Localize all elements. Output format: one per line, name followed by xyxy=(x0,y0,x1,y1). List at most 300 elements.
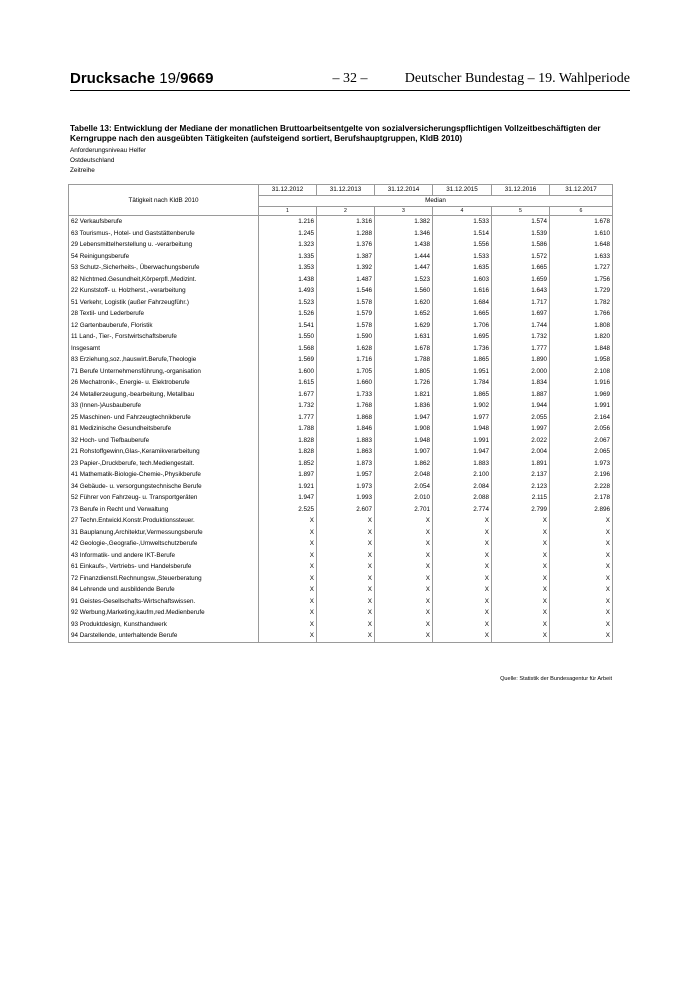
row-activity: 27 Techn.Entwickl.Konstr.Produktionssteuer. xyxy=(69,515,259,527)
median-value-cell: X xyxy=(375,527,433,539)
median-value-cell: X xyxy=(433,561,492,573)
median-value-cell: X xyxy=(375,515,433,527)
median-value-cell: 2.896 xyxy=(550,504,613,516)
median-value-cell: 1.569 xyxy=(259,354,317,366)
table-row xyxy=(69,458,613,470)
median-value-cell: 1.997 xyxy=(492,423,550,435)
median-value-cell: X xyxy=(433,630,492,642)
median-value-cell: X xyxy=(550,607,613,619)
median-value-cell: 2.056 xyxy=(550,423,613,435)
median-value-cell: 2.123 xyxy=(492,481,550,493)
row-activity: 71 Berufe Unternehmensführung,-organisation xyxy=(69,366,259,378)
median-value-cell: 1.288 xyxy=(317,228,375,240)
median-value-cell: 1.788 xyxy=(259,423,317,435)
median-value-cell: 1.353 xyxy=(259,262,317,274)
median-value-cell: X xyxy=(550,584,613,596)
median-value-cell: X xyxy=(317,515,375,527)
table-row xyxy=(69,308,613,320)
median-value-cell: 1.716 xyxy=(317,354,375,366)
median-value-cell: X xyxy=(375,561,433,573)
median-value-cell: X xyxy=(259,596,317,608)
median-value-cell: X xyxy=(259,573,317,585)
median-value-cell: X xyxy=(259,584,317,596)
median-value-cell: 1.579 xyxy=(317,308,375,320)
table-row xyxy=(69,596,613,608)
row-activity: 54 Reinigungsberufe xyxy=(69,251,259,263)
page-number: – 32 – xyxy=(332,71,368,86)
median-value-cell: 1.782 xyxy=(550,297,613,309)
row-activity: 23 Papier-,Druckberufe, tech.Mediengestalt. xyxy=(69,458,259,470)
median-value-cell: 1.907 xyxy=(375,446,433,458)
table-row xyxy=(69,216,613,228)
median-value-cell: 2.774 xyxy=(433,504,492,516)
table-meta-type: Zeitreihe xyxy=(70,166,95,174)
table-row xyxy=(69,320,613,332)
median-value-cell: 2.067 xyxy=(550,435,613,447)
median-value-cell: 1.951 xyxy=(433,366,492,378)
row-activity: 81 Medizinische Gesundheitsberufe xyxy=(69,423,259,435)
median-value-cell: 1.695 xyxy=(433,331,492,343)
source-note: Quelle: Statistik der Bundesagentur für Arbeit xyxy=(500,676,612,682)
median-value-cell: X xyxy=(550,550,613,562)
row-activity: 24 Metallerzeugung,-bearbeitung, Metallbau xyxy=(69,389,259,401)
median-value-cell: 1.643 xyxy=(492,285,550,297)
median-value-cell: X xyxy=(259,561,317,573)
row-activity: 12 Gartenbauberufe, Floristik xyxy=(69,320,259,332)
row-activity: 72 Finanzdienstl.Rechnungsw.,Steuerberatung xyxy=(69,573,259,585)
median-value-cell: X xyxy=(375,538,433,550)
median-value-cell: X xyxy=(492,527,550,539)
row-activity: 28 Textil- und Lederberufe xyxy=(69,308,259,320)
median-value-cell: 1.808 xyxy=(550,320,613,332)
median-value-cell: 1.560 xyxy=(375,285,433,297)
median-value-cell: 1.568 xyxy=(259,343,317,355)
column-header-date: 31.12.2012 xyxy=(259,185,317,196)
median-value-cell: X xyxy=(317,573,375,585)
median-value-cell: 1.323 xyxy=(259,239,317,251)
median-value-cell: X xyxy=(492,630,550,642)
median-value-cell: X xyxy=(317,550,375,562)
table-row xyxy=(69,584,613,596)
median-value-cell: 1.993 xyxy=(317,492,375,504)
table-row xyxy=(69,412,613,424)
median-value-cell: 1.633 xyxy=(550,251,613,263)
table-row xyxy=(69,630,613,642)
row-activity: 82 Nichtmed.Gesundheit,Körperpfl.,Medizint. xyxy=(69,274,259,286)
median-value-cell: 1.216 xyxy=(259,216,317,228)
table-row xyxy=(69,285,613,297)
table-row xyxy=(69,469,613,481)
median-value-cell: X xyxy=(317,607,375,619)
median-value-cell: 1.902 xyxy=(433,400,492,412)
median-value-cell: 1.784 xyxy=(433,377,492,389)
median-value-cell: X xyxy=(259,550,317,562)
median-value-cell: 1.897 xyxy=(259,469,317,481)
median-value-cell: 1.736 xyxy=(433,343,492,355)
median-value-cell: 1.678 xyxy=(375,343,433,355)
median-value-cell: X xyxy=(259,619,317,631)
row-activity: 31 Bauplanung,Architektur,Vermessungsberufe xyxy=(69,527,259,539)
median-value-cell: 2.004 xyxy=(492,446,550,458)
median-value-cell: 1.346 xyxy=(375,228,433,240)
row-activity: 94 Darstellende, unterhaltende Berufe xyxy=(69,630,259,642)
median-value-cell: 1.546 xyxy=(317,285,375,297)
table-row xyxy=(69,366,613,378)
table-row xyxy=(69,619,613,631)
median-value-cell: 1.887 xyxy=(492,389,550,401)
median-value-cell: 1.578 xyxy=(317,320,375,332)
median-value-cell: 1.834 xyxy=(492,377,550,389)
median-value-cell: X xyxy=(492,538,550,550)
table-row xyxy=(69,538,613,550)
median-value-cell: 1.948 xyxy=(375,435,433,447)
column-header-date: 31.12.2014 xyxy=(375,185,433,196)
row-activity: 83 Erziehung,soz.,hauswirt.Berufe,Theologie xyxy=(69,354,259,366)
median-value-cell: 2.048 xyxy=(375,469,433,481)
row-activity: 21 Rohstoffgewinn,Glas-,Keramikverarbeitung xyxy=(69,446,259,458)
median-value-cell: 1.541 xyxy=(259,320,317,332)
row-activity: 93 Produktdesign, Kunsthandwerk xyxy=(69,619,259,631)
row-activity: 62 Verkaufsberufe xyxy=(69,216,259,228)
row-activity: 61 Einkaufs-, Vertriebs- und Handelsberufe xyxy=(69,561,259,573)
median-value-cell: 1.957 xyxy=(317,469,375,481)
table-row xyxy=(69,504,613,516)
median-value-cell: 1.828 xyxy=(259,435,317,447)
median-value-cell: 2.022 xyxy=(492,435,550,447)
median-value-cell: X xyxy=(550,596,613,608)
column-header-date: 31.12.2013 xyxy=(317,185,375,196)
column-index: 5 xyxy=(492,207,550,216)
median-value-cell: X xyxy=(433,550,492,562)
median-value-cell: 1.678 xyxy=(550,216,613,228)
median-value-cell: 2.228 xyxy=(550,481,613,493)
median-value-cell: 1.523 xyxy=(259,297,317,309)
median-value-cell: 1.717 xyxy=(492,297,550,309)
column-index: 1 xyxy=(259,207,317,216)
median-value-cell: 1.865 xyxy=(433,354,492,366)
median-value-cell: 1.846 xyxy=(317,423,375,435)
median-value-cell: 1.948 xyxy=(433,423,492,435)
column-index: 4 xyxy=(433,207,492,216)
median-value-cell: 1.821 xyxy=(375,389,433,401)
column-header-date: 31.12.2016 xyxy=(492,185,550,196)
median-value-cell: X xyxy=(433,538,492,550)
median-value-cell: 1.768 xyxy=(317,400,375,412)
table-row xyxy=(69,561,613,573)
median-value-cell: 2.701 xyxy=(375,504,433,516)
median-value-cell: X xyxy=(259,607,317,619)
row-activity: 22 Kunststoff- u. Holzherst.,-verarbeitung xyxy=(69,285,259,297)
median-value-cell: X xyxy=(492,515,550,527)
median-value-cell: X xyxy=(492,561,550,573)
row-activity: Insgesamt xyxy=(69,343,259,355)
median-value-cell: X xyxy=(550,630,613,642)
median-value-cell: X xyxy=(375,607,433,619)
median-value-cell: 1.777 xyxy=(259,412,317,424)
median-value-cell: X xyxy=(259,630,317,642)
median-value-cell: 1.447 xyxy=(375,262,433,274)
median-value-cell: X xyxy=(375,619,433,631)
median-value-cell: X xyxy=(317,561,375,573)
median-value-cell: 2.164 xyxy=(550,412,613,424)
median-value-cell: X xyxy=(550,515,613,527)
median-value-cell: 1.873 xyxy=(317,458,375,470)
median-value-cell: 1.652 xyxy=(375,308,433,320)
median-value-cell: 1.382 xyxy=(375,216,433,228)
median-value-cell: 1.868 xyxy=(317,412,375,424)
median-value-cell: 1.487 xyxy=(317,274,375,286)
median-value-cell: X xyxy=(317,630,375,642)
median-value-cell: 1.991 xyxy=(550,400,613,412)
column-header-date: 31.12.2015 xyxy=(433,185,492,196)
median-value-cell: X xyxy=(317,619,375,631)
table-row xyxy=(69,331,613,343)
median-value-cell: 2.178 xyxy=(550,492,613,504)
column-index: 2 xyxy=(317,207,375,216)
median-value-cell: 1.615 xyxy=(259,377,317,389)
median-value-cell: X xyxy=(433,596,492,608)
median-value-cell: 1.616 xyxy=(433,285,492,297)
median-value-cell: 1.732 xyxy=(259,400,317,412)
row-activity: 84 Lehrende und ausbildende Berufe xyxy=(69,584,259,596)
table-row xyxy=(69,354,613,366)
median-value-cell: X xyxy=(433,607,492,619)
table-row xyxy=(69,481,613,493)
median-value-cell: 1.973 xyxy=(550,458,613,470)
median-value-cell: 1.848 xyxy=(550,343,613,355)
median-value-cell: 2.115 xyxy=(492,492,550,504)
median-value-cell: 1.697 xyxy=(492,308,550,320)
table-meta-level: Anforderungsniveau Helfer xyxy=(70,147,147,155)
median-value-cell: X xyxy=(492,584,550,596)
row-activity: 43 Informatik- und andere IKT-Berufe xyxy=(69,550,259,562)
table-header xyxy=(69,185,613,216)
median-value-cell: 1.578 xyxy=(317,297,375,309)
median-value-cell: 1.756 xyxy=(550,274,613,286)
median-value-cell: 1.387 xyxy=(317,251,375,263)
median-value-cell: 1.991 xyxy=(433,435,492,447)
median-value-cell: 1.947 xyxy=(259,492,317,504)
median-value-cell: 1.600 xyxy=(259,366,317,378)
median-value-cell: 1.316 xyxy=(317,216,375,228)
median-value-cell: X xyxy=(375,550,433,562)
median-value-cell: 1.958 xyxy=(550,354,613,366)
median-value-cell: X xyxy=(317,596,375,608)
median-value-cell: 1.916 xyxy=(550,377,613,389)
median-value-cell: 1.665 xyxy=(433,308,492,320)
median-value-cell: 1.574 xyxy=(492,216,550,228)
row-activity: 92 Werbung,Marketing,kaufm,red.Medienberufe xyxy=(69,607,259,619)
table-title: Tabelle 13: Entwicklung der Mediane der monatlichen Bruttoarbeitsentgelte von sozialversicherungspflichtigen Vollzeitbeschäftigten der Kerngruppe nach den ausgeübten Tätigkeiten (aufsteigend sortiert, Berufshauptgruppen, KldB 2010) xyxy=(70,124,601,144)
table-row xyxy=(69,550,613,562)
median-value-cell: 1.648 xyxy=(550,239,613,251)
median-value-cell: X xyxy=(550,561,613,573)
table-row xyxy=(69,573,613,585)
median-value-cell: 1.777 xyxy=(492,343,550,355)
table-row xyxy=(69,389,613,401)
table-row xyxy=(69,423,613,435)
median-value-cell: 1.392 xyxy=(317,262,375,274)
median-table xyxy=(68,184,613,643)
row-activity: 32 Hoch- und Tiefbauberufe xyxy=(69,435,259,447)
table-row xyxy=(69,251,613,263)
median-value-cell: X xyxy=(433,619,492,631)
median-value-cell: 1.526 xyxy=(259,308,317,320)
median-value-cell: 1.665 xyxy=(492,262,550,274)
table-caption xyxy=(70,124,630,175)
median-value-cell: 1.438 xyxy=(375,239,433,251)
row-activity: 52 Führer von Fahrzeug- u. Transportgeräten xyxy=(69,492,259,504)
median-value-cell: 1.533 xyxy=(433,216,492,228)
median-value-cell: 1.947 xyxy=(375,412,433,424)
table-row xyxy=(69,239,613,251)
median-value-cell: 1.828 xyxy=(259,446,317,458)
median-value-cell: 1.550 xyxy=(259,331,317,343)
median-value-cell: 2.607 xyxy=(317,504,375,516)
row-activity: 53 Schutz-,Sicherheits-, Überwachungsberufe xyxy=(69,262,259,274)
document-number-prefix: 19/ xyxy=(159,70,181,87)
column-header-median: Median xyxy=(259,196,613,207)
median-value-cell: X xyxy=(259,538,317,550)
median-value-cell: 1.523 xyxy=(375,274,433,286)
median-value-cell: X xyxy=(550,527,613,539)
median-value-cell: X xyxy=(550,573,613,585)
median-value-cell: X xyxy=(492,596,550,608)
median-value-cell: X xyxy=(550,538,613,550)
median-value-cell: 1.586 xyxy=(492,239,550,251)
median-value-cell: X xyxy=(492,550,550,562)
median-value-cell: 1.921 xyxy=(259,481,317,493)
median-value-cell: X xyxy=(317,527,375,539)
median-value-cell: 1.883 xyxy=(433,458,492,470)
median-value-cell: 1.706 xyxy=(433,320,492,332)
median-value-cell: X xyxy=(492,607,550,619)
median-value-cell: 2.137 xyxy=(492,469,550,481)
table-row xyxy=(69,274,613,286)
table-row xyxy=(69,492,613,504)
median-value-cell: 2.065 xyxy=(550,446,613,458)
median-value-cell: 1.572 xyxy=(492,251,550,263)
median-value-cell: 1.610 xyxy=(550,228,613,240)
table-row xyxy=(69,262,613,274)
median-value-cell: 1.631 xyxy=(375,331,433,343)
median-value-cell: 2.799 xyxy=(492,504,550,516)
median-value-cell: 1.376 xyxy=(317,239,375,251)
median-value-cell: 1.788 xyxy=(375,354,433,366)
header-rule xyxy=(70,90,630,91)
row-activity: 26 Mechatronik-, Energie- u. Elektroberufe xyxy=(69,377,259,389)
median-value-cell: 1.493 xyxy=(259,285,317,297)
row-activity: 29 Lebensmittelherstellung u. -verarbeitung xyxy=(69,239,259,251)
median-value-cell: 1.245 xyxy=(259,228,317,240)
median-value-cell: 1.836 xyxy=(375,400,433,412)
row-activity: 34 Gebäude- u. versorgungstechnische Berufe xyxy=(69,481,259,493)
median-value-cell: 1.635 xyxy=(433,262,492,274)
median-value-cell: 1.628 xyxy=(317,343,375,355)
median-value-cell: 1.852 xyxy=(259,458,317,470)
median-value-cell: 1.805 xyxy=(375,366,433,378)
row-activity: 41 Mathematik-Biologie-Chemie-,Physikberufe xyxy=(69,469,259,481)
median-value-cell: X xyxy=(492,573,550,585)
median-value-cell: X xyxy=(375,584,433,596)
median-value-cell: X xyxy=(492,619,550,631)
table-row xyxy=(69,527,613,539)
median-value-cell: 1.883 xyxy=(317,435,375,447)
median-value-cell: 1.944 xyxy=(492,400,550,412)
median-value-cell: 1.766 xyxy=(550,308,613,320)
median-value-cell: 1.908 xyxy=(375,423,433,435)
median-value-cell: 1.890 xyxy=(492,354,550,366)
median-value-cell: X xyxy=(433,573,492,585)
row-activity: 91 Geistes-Gesellschafts-Wirtschaftswissen. xyxy=(69,596,259,608)
median-value-cell: X xyxy=(433,527,492,539)
median-value-cell: 1.677 xyxy=(259,389,317,401)
median-value-cell: X xyxy=(317,538,375,550)
median-value-cell: 1.620 xyxy=(375,297,433,309)
median-value-cell: X xyxy=(259,515,317,527)
row-activity: 73 Berufe in Recht und Verwaltung xyxy=(69,504,259,516)
median-value-cell: X xyxy=(375,573,433,585)
median-value-cell: 1.590 xyxy=(317,331,375,343)
median-value-cell: 2.196 xyxy=(550,469,613,481)
median-value-cell: 1.733 xyxy=(317,389,375,401)
page-header xyxy=(70,70,630,92)
table-row xyxy=(69,297,613,309)
column-header-activity: Tätigkeit nach KldB 2010 xyxy=(69,185,259,216)
document-number-value: 9669 xyxy=(180,70,214,87)
median-value-cell: X xyxy=(433,584,492,596)
document-label: Drucksache xyxy=(70,70,156,87)
median-value-cell: 1.729 xyxy=(550,285,613,297)
median-value-cell: X xyxy=(433,515,492,527)
median-value-cell: 1.863 xyxy=(317,446,375,458)
median-value-cell: 1.973 xyxy=(317,481,375,493)
table-row xyxy=(69,400,613,412)
column-header-date: 31.12.2017 xyxy=(550,185,613,196)
publisher: Deutscher Bundestag – 19. Wahlperiode xyxy=(404,71,630,86)
row-activity: 63 Tourismus-, Hotel- und Gaststättenberufe xyxy=(69,228,259,240)
median-value-cell: 1.947 xyxy=(433,446,492,458)
median-value-cell: 1.533 xyxy=(433,251,492,263)
median-value-cell: 1.438 xyxy=(259,274,317,286)
median-value-cell: 2.010 xyxy=(375,492,433,504)
median-value-cell: 2.084 xyxy=(433,481,492,493)
median-value-cell: 2.108 xyxy=(550,366,613,378)
table-row xyxy=(69,446,613,458)
median-value-cell: 1.335 xyxy=(259,251,317,263)
column-index: 6 xyxy=(550,207,613,216)
row-activity: 25 Maschinen- und Fahrzeugtechnikberufe xyxy=(69,412,259,424)
table-row xyxy=(69,435,613,447)
median-value-cell: 1.732 xyxy=(492,331,550,343)
median-value-cell: 1.744 xyxy=(492,320,550,332)
table-row xyxy=(69,377,613,389)
row-activity: 33 (Innen-)Ausbauberufe xyxy=(69,400,259,412)
median-value-cell: 1.862 xyxy=(375,458,433,470)
table-row xyxy=(69,515,613,527)
table-row xyxy=(69,228,613,240)
median-value-cell: 1.603 xyxy=(433,274,492,286)
median-value-cell: 1.865 xyxy=(433,389,492,401)
median-value-cell: 1.660 xyxy=(317,377,375,389)
median-value-cell: 1.556 xyxy=(433,239,492,251)
median-value-cell: 1.891 xyxy=(492,458,550,470)
row-activity: 42 Geologie-,Geografie-,Umweltschutzberufe xyxy=(69,538,259,550)
median-value-cell: X xyxy=(317,584,375,596)
median-value-cell: 2.525 xyxy=(259,504,317,516)
median-value-cell: 2.054 xyxy=(375,481,433,493)
median-value-cell: 1.659 xyxy=(492,274,550,286)
